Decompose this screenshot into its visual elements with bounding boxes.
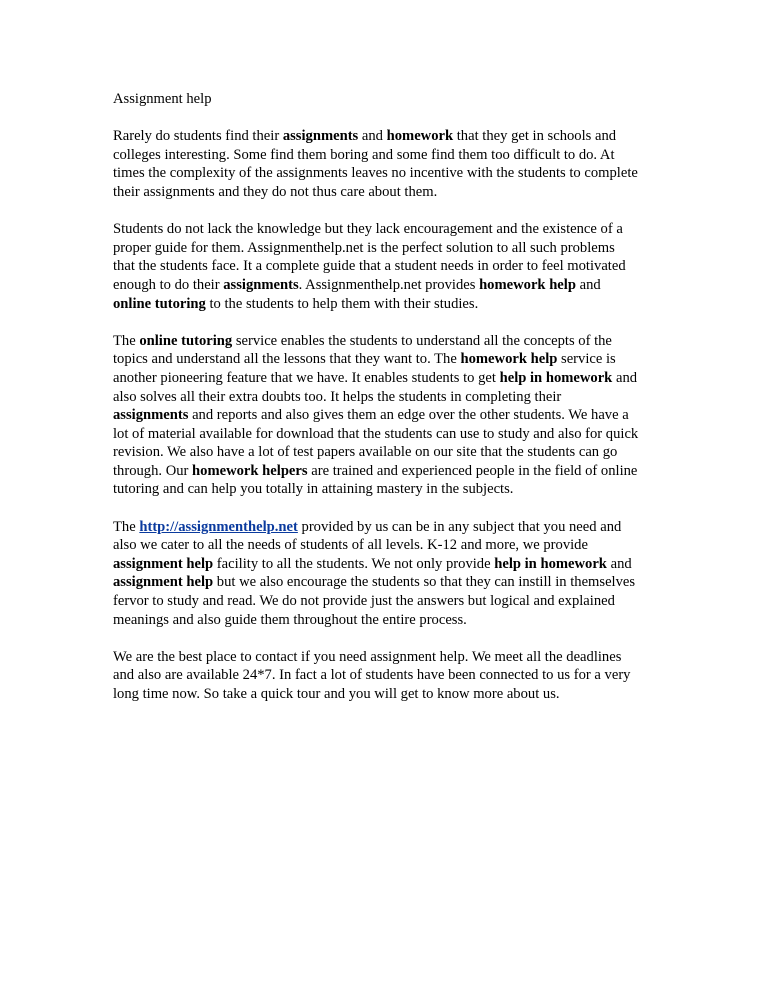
- text-run: and: [612, 369, 638, 386]
- keyword-online-tutoring: online tutoring: [113, 295, 206, 312]
- paragraph-guide: [113, 220, 661, 313]
- keyword-help-in-homework: help in homework: [494, 555, 607, 572]
- text-line: Students do not lack the knowledge but they lack encouragement and the existence of a: [113, 221, 623, 238]
- keyword-assignments: assignments: [113, 407, 189, 424]
- text-run: . Assignmenthelp.net provides: [298, 276, 480, 293]
- text-line: [113, 462, 661, 481]
- text-run: through. Our: [113, 462, 193, 479]
- text-line: [113, 350, 661, 369]
- text-line: long time now. So take a quick tour and you will get to know more about us.: [113, 686, 560, 702]
- text-line: times the complexity of the assignments leaves no incentive with the students to complete: [113, 165, 638, 182]
- text-line: revision. We also have a lot of test papers available on our site that the students can go: [113, 444, 618, 461]
- keyword-homework-help: homework help: [460, 351, 558, 368]
- keyword-assignment-help: assignment help: [113, 555, 214, 572]
- text-run: to the students to help them with their studies.: [205, 295, 479, 312]
- text-run: The: [113, 332, 140, 349]
- keyword-homework: homework: [386, 128, 454, 145]
- text-line: [113, 555, 661, 574]
- text-line: also we cater to all the needs of students of all levels. K-12 and more, we provide: [113, 537, 588, 554]
- paragraph-services: [113, 332, 661, 499]
- text-line: [113, 127, 661, 146]
- keyword-online-tutoring: online tutoring: [139, 332, 233, 349]
- text-line: meanings and also guide them throughout the entire process.: [113, 611, 467, 628]
- text-line: [113, 573, 661, 592]
- text-run: and reports and also gives them an edge over the other students. We have a: [188, 407, 629, 424]
- text-run: The: [113, 518, 140, 535]
- text-line: and also are available 24*7. In fact a lot of students have been connected to us for a very: [113, 667, 631, 684]
- text-run: that they get in schools and: [453, 128, 617, 145]
- text-run: and: [606, 555, 632, 572]
- keyword-assignments: assignments: [282, 128, 359, 145]
- paragraph-intro: [113, 127, 661, 201]
- text-line: tutoring and can help you totally in attaining mastery in the subjects.: [113, 481, 514, 498]
- text-line: also solves all their extra doubts too. It helps the students in completing their: [113, 388, 562, 405]
- text-line: that the students face. It a complete guide that a student needs in order to feel motivated: [113, 258, 626, 275]
- text-line: [113, 332, 661, 351]
- text-line: fervor to study and read. We do not provide just the answers but logical and explained: [113, 593, 615, 610]
- text-line: their assignments and they do not thus care about them.: [113, 183, 438, 200]
- paragraph-subjects: [113, 518, 661, 630]
- text-line: [113, 295, 661, 314]
- text-run: and: [358, 128, 387, 145]
- text-line: [113, 518, 661, 537]
- paragraph-contact: [113, 648, 661, 704]
- text-line: [113, 276, 661, 295]
- text-run: but we also encourage the students so that they can instill in themselves: [213, 574, 636, 591]
- text-run: provided by us can be in any subject that you need and: [297, 518, 622, 535]
- text-line: colleges interesting. Some find them boring and some find them too difficult to do. At: [113, 146, 615, 163]
- text-line: lot of material available for download that the students can use to study and also for quick: [113, 425, 639, 442]
- keyword-assignments: assignments: [223, 276, 299, 293]
- text-run: and: [575, 276, 601, 293]
- text-run: service enables the students to understand all the concepts of the: [232, 332, 612, 349]
- assignmenthelp-link[interactable]: http://assignmenthelp.net: [139, 518, 298, 535]
- text-line: [113, 406, 661, 425]
- text-run: are trained and experienced people in the field of online: [307, 462, 638, 479]
- text-line: We are the best place to contact if you need assignment help. We meet all the deadlines: [113, 648, 622, 665]
- text-run: service is: [557, 351, 616, 368]
- text-run: topics and understand all the lessons that they want to. The: [113, 351, 461, 368]
- document-page: [113, 90, 661, 722]
- text-run: enough to do their: [113, 276, 224, 293]
- text-line: [113, 369, 661, 388]
- keyword-homework-helpers: homework helpers: [192, 462, 308, 479]
- text-line: proper guide for them. Assignmenthelp.net is the perfect solution to all such problems: [113, 239, 615, 256]
- keyword-assignment-help: assignment help: [113, 574, 214, 591]
- text-run: another pioneering feature that we have. It enables students to get: [113, 369, 500, 386]
- document-title: Assignment help: [113, 91, 212, 107]
- text-run: Rarely do students find their: [113, 128, 283, 145]
- keyword-homework-help: homework help: [479, 276, 576, 293]
- text-run: facility to all the students. We not only provide: [213, 555, 495, 572]
- keyword-help-in-homework: help in homework: [499, 369, 613, 386]
